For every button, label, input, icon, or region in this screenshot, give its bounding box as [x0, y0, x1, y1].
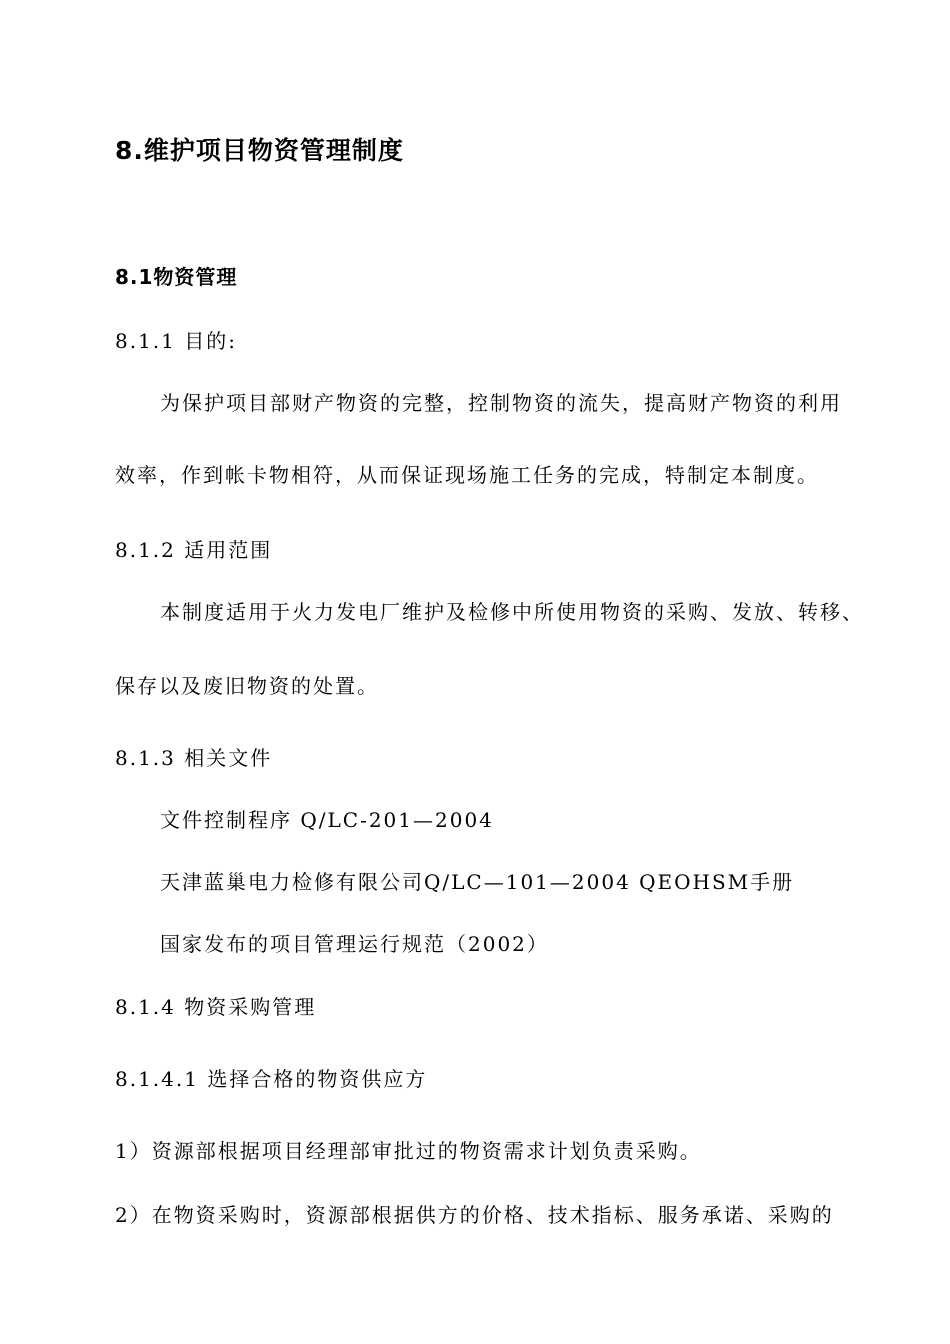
list-item: 2）在物资采购时，资源部根据供方的价格、技术指标、服务承诺、采购的	[115, 1203, 834, 1227]
section-heading-8-1: 8.1物资管理	[115, 265, 238, 289]
related-document-item: 天津蓝巢电力检修有限公司Q/LC—101—2004 QEOHSM手册	[160, 870, 795, 894]
subsection-heading-8-1-2: 8.1.2 适用范围	[115, 538, 273, 562]
list-item: 1）资源部根据项目经理部审批过的物资需求计划负责采购。	[115, 1139, 702, 1163]
related-document-item: 文件控制程序 Q/LC-201—2004	[160, 808, 494, 832]
document-title: 8.维护项目物资管理制度	[115, 136, 404, 165]
subsection-heading-8-1-1: 8.1.1 目的:	[115, 329, 237, 353]
paragraph-line: 保存以及废旧物资的处置。	[115, 674, 379, 698]
paragraph-line: 效率，作到帐卡物相符，从而保证现场施工任务的完成，特制定本制度。	[115, 463, 819, 487]
subsection-heading-8-1-3: 8.1.3 相关文件	[115, 746, 273, 770]
subsection-heading-8-1-4-1: 8.1.4.1 选择合格的物资供应方	[115, 1067, 428, 1091]
subsection-heading-8-1-4: 8.1.4 物资采购管理	[115, 995, 317, 1019]
related-document-item: 国家发布的项目管理运行规范（2002）	[160, 932, 549, 956]
paragraph-line: 本制度适用于火力发电厂维护及检修中所使用物资的采购、发放、转移、	[160, 600, 864, 624]
paragraph-line: 为保护项目部财产物资的完整，控制物资的流失，提高财产物资的利用	[160, 391, 842, 415]
